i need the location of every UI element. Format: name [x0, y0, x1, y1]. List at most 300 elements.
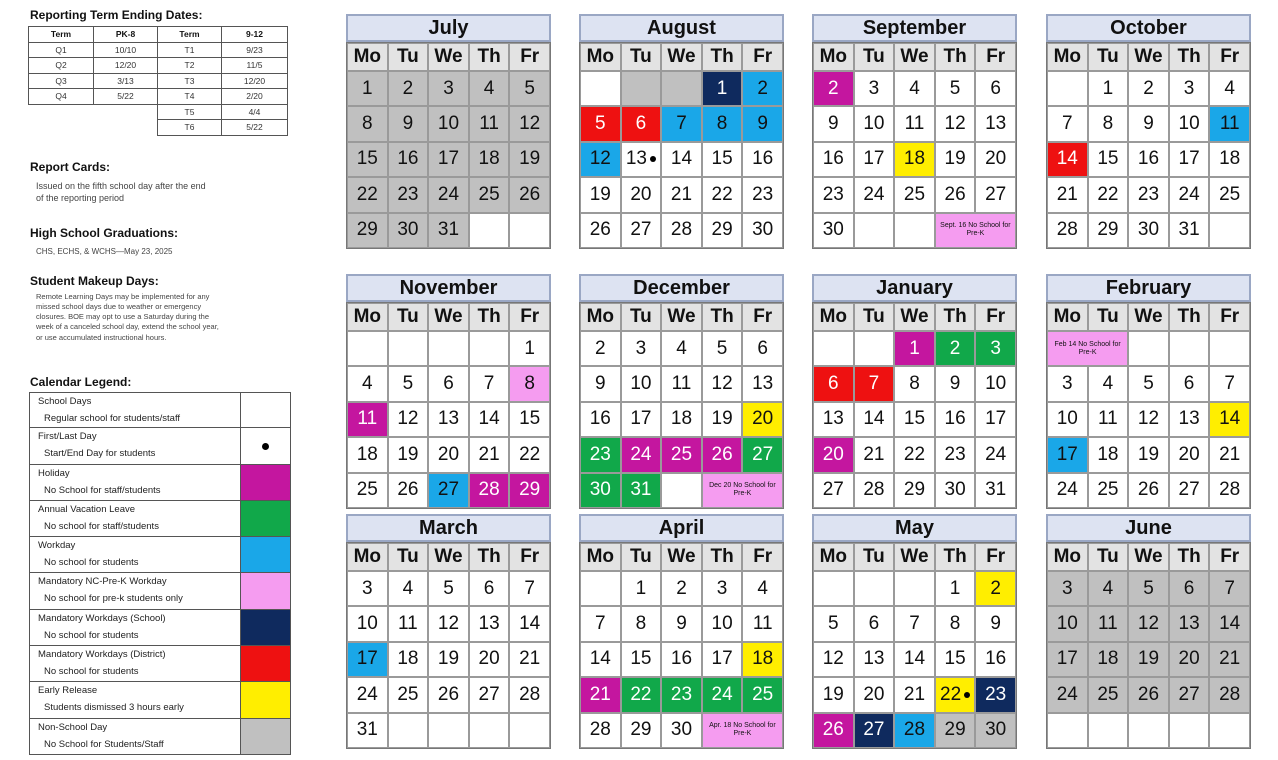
- day-cell: [1128, 366, 1169, 401]
- day-cell: [813, 366, 854, 401]
- month-august: [579, 14, 784, 249]
- legend-swatch: [240, 393, 290, 427]
- day-number: 14: [589, 648, 611, 670]
- day-cell: [975, 473, 1016, 508]
- day-cell: [661, 571, 702, 606]
- empty-day-cell: [509, 713, 550, 748]
- day-number: 7: [1062, 113, 1073, 135]
- legend-swatch: [240, 537, 290, 572]
- day-cell: [1169, 437, 1210, 472]
- legend-label: Annual Vacation Leave: [38, 503, 136, 515]
- day-cell: [1047, 213, 1088, 248]
- empty-day-cell: [580, 571, 621, 606]
- legend-label: First/Last Day: [38, 431, 97, 443]
- day-cell: [347, 642, 388, 677]
- day-number: 13: [752, 373, 774, 395]
- month-february: [1046, 274, 1251, 509]
- day-number: 5: [524, 77, 535, 99]
- day-cell: [894, 366, 935, 401]
- day-cell: [1128, 642, 1169, 677]
- weekday-header: Tu: [854, 43, 895, 71]
- day-number: 18: [397, 648, 419, 670]
- day-cell: [580, 642, 621, 677]
- day-cell: [661, 677, 702, 712]
- day-number: 17: [1056, 443, 1078, 465]
- day-cell: [1047, 437, 1088, 472]
- day-cell: [1047, 571, 1088, 606]
- day-cell: [347, 713, 388, 748]
- table-cell: 12/20: [94, 58, 158, 74]
- day-number: 8: [635, 613, 647, 635]
- month-grid: [579, 42, 784, 249]
- day-number: 24: [1178, 183, 1200, 205]
- day-number: 10: [1056, 613, 1078, 635]
- weekday-header: Fr: [742, 43, 783, 71]
- weekday-header: Th: [1169, 543, 1210, 571]
- day-number: 18: [1219, 148, 1241, 170]
- day-cell: [1209, 402, 1250, 437]
- day-cell: [1169, 177, 1210, 212]
- weekday-header: Fr: [509, 303, 550, 331]
- day-cell: [975, 366, 1016, 401]
- day-cell: [661, 331, 702, 366]
- day-cell: [1209, 473, 1250, 508]
- day-cell: [742, 571, 783, 606]
- day-number: 7: [1224, 577, 1235, 599]
- day-number: 20: [752, 408, 774, 430]
- day-number: 5: [402, 373, 414, 395]
- day-cell: [388, 142, 429, 177]
- day-number: 19: [397, 443, 419, 465]
- day-cell: [1169, 366, 1210, 401]
- day-number: 28: [1056, 219, 1078, 241]
- weekday-header: We: [1128, 543, 1169, 571]
- day-number: 19: [944, 148, 966, 170]
- empty-day-cell: [388, 713, 429, 748]
- empty-day-cell: [1169, 331, 1210, 366]
- day-number: 1: [909, 337, 920, 359]
- month-november: [346, 274, 551, 509]
- legend-item: [29, 428, 291, 464]
- day-cell: [469, 402, 510, 437]
- day-cell: [388, 642, 429, 677]
- month-title: July: [346, 14, 551, 42]
- day-number: 12: [711, 373, 733, 395]
- day-number: 14: [519, 613, 541, 635]
- month-title: October: [1046, 14, 1251, 42]
- first-last-day-dot-icon: [650, 156, 656, 162]
- table-cell: 9/23: [222, 42, 288, 58]
- day-cell: [1088, 642, 1129, 677]
- day-cell: [702, 366, 743, 401]
- day-cell: [347, 142, 388, 177]
- text-line: closures. BOE may opt to use a Saturday during the: [36, 312, 210, 322]
- day-number: 18: [752, 648, 774, 670]
- day-number: 5: [443, 577, 454, 599]
- day-cell: [509, 331, 550, 366]
- day-number: 18: [1097, 443, 1119, 465]
- day-number: 19: [519, 148, 541, 170]
- weekday-header: Mo: [813, 543, 854, 571]
- day-number: 23: [752, 183, 774, 205]
- day-number: 23: [822, 183, 844, 205]
- day-number: 7: [1224, 373, 1235, 395]
- day-cell: [813, 106, 854, 141]
- day-cell: [742, 331, 783, 366]
- day-cell: [347, 473, 388, 508]
- weekday-header: We: [894, 303, 935, 331]
- day-number: 17: [985, 408, 1007, 430]
- day-cell: [1128, 142, 1169, 177]
- table-cell: 10/10: [94, 42, 158, 58]
- legend-item: [29, 537, 291, 573]
- weekday-header: Fr: [1209, 303, 1250, 331]
- day-number: 17: [356, 648, 378, 670]
- day-cell: [975, 677, 1016, 712]
- day-cell: [1209, 606, 1250, 641]
- day-number: 13: [1178, 613, 1200, 635]
- day-cell: [509, 473, 550, 508]
- day-number: 19: [589, 183, 611, 205]
- day-number: 9: [990, 613, 1001, 635]
- day-cell: [894, 642, 935, 677]
- day-cell: [621, 571, 662, 606]
- day-number: 2: [595, 337, 606, 359]
- day-cell: [428, 642, 469, 677]
- day-cell: [854, 642, 895, 677]
- weekday-header: We: [428, 303, 469, 331]
- weekday-header: We: [428, 543, 469, 571]
- day-number: 9: [828, 113, 839, 135]
- day-number: 30: [397, 219, 419, 241]
- day-cell: [813, 606, 854, 641]
- day-number: 21: [903, 683, 926, 705]
- day-cell: [935, 437, 976, 472]
- month-march: [346, 514, 551, 749]
- legend-swatch: [240, 682, 290, 717]
- day-number: 9: [595, 373, 606, 395]
- month-title: February: [1046, 274, 1251, 302]
- day-number: 4: [676, 337, 687, 359]
- day-number: 3: [868, 77, 880, 99]
- day-cell: [894, 142, 935, 177]
- day-number: 6: [443, 373, 454, 395]
- day-number: 1: [635, 577, 647, 599]
- day-number: 17: [630, 408, 652, 430]
- day-cell: [935, 677, 976, 712]
- day-cell: [1047, 366, 1088, 401]
- day-number: 3: [716, 577, 728, 599]
- day-number: 4: [909, 77, 920, 99]
- day-number: 10: [863, 113, 885, 135]
- day-cell: [1047, 606, 1088, 641]
- legend-label: Mandatory Workdays (District): [38, 649, 166, 661]
- day-number: 6: [1183, 373, 1195, 395]
- month-may: [812, 514, 1017, 749]
- text-line: of the reporting period: [36, 193, 125, 204]
- legend-swatch: [240, 465, 290, 500]
- graduations-title: High School Graduations:: [30, 226, 179, 240]
- day-cell: [894, 677, 935, 712]
- day-number: 22: [1097, 183, 1119, 205]
- day-cell: [813, 677, 854, 712]
- day-number: 20: [1178, 648, 1200, 670]
- legend-label: Non-School Day: [38, 721, 108, 733]
- day-cell: [1088, 71, 1129, 106]
- weekday-header: Mo: [1047, 43, 1088, 71]
- weekday-header: We: [894, 543, 935, 571]
- legend-label: Holiday: [38, 467, 70, 479]
- day-cell: [388, 213, 429, 248]
- day-cell: [702, 571, 743, 606]
- day-number: 15: [630, 648, 652, 670]
- day-cell: [1088, 142, 1129, 177]
- day-number: 8: [362, 113, 373, 135]
- reporting-title: Reporting Term Ending Dates:: [30, 8, 203, 22]
- day-number: 30: [944, 479, 966, 501]
- weekday-header: We: [1128, 303, 1169, 331]
- day-number: 30: [822, 219, 844, 241]
- day-number: 11: [752, 613, 773, 635]
- day-number: 10: [437, 113, 460, 135]
- day-number: 1: [716, 77, 728, 99]
- legend-description: Start/End Day for students: [44, 448, 156, 460]
- day-number: 3: [635, 337, 647, 359]
- day-cell: [1128, 571, 1169, 606]
- day-number: 23: [944, 443, 966, 465]
- empty-day-cell: [1209, 213, 1250, 248]
- day-cell: [742, 177, 783, 212]
- day-number: 16: [822, 148, 844, 170]
- empty-day-cell: [428, 331, 469, 366]
- day-number: 13: [822, 408, 844, 430]
- table-cell: 3/13: [94, 73, 158, 89]
- day-number: 24: [356, 683, 378, 705]
- month-grid: [579, 302, 784, 509]
- day-cell: [388, 402, 429, 437]
- report-cards-text: [36, 180, 206, 204]
- day-number: 7: [483, 373, 495, 395]
- day-cell: [975, 402, 1016, 437]
- day-cell: [661, 142, 702, 177]
- weekday-header: Fr: [1209, 43, 1250, 71]
- day-number: 18: [903, 148, 926, 170]
- day-cell: [813, 177, 854, 212]
- day-number: 16: [985, 648, 1007, 670]
- legend-description: No School for Students/Staff: [44, 738, 164, 750]
- legend-item: [29, 719, 291, 755]
- day-cell: [1209, 437, 1250, 472]
- legend-label: Mandatory NC-Pre-K Workday: [38, 576, 167, 588]
- day-cell: [1088, 473, 1129, 508]
- day-cell: [854, 437, 895, 472]
- day-number: 15: [356, 148, 378, 170]
- day-number: 6: [635, 113, 647, 135]
- day-number: 6: [483, 577, 495, 599]
- month-grid: [346, 542, 551, 749]
- day-cell: [1047, 106, 1088, 141]
- day-number: 19: [711, 408, 733, 430]
- day-cell: [580, 402, 621, 437]
- day-cell: [894, 71, 935, 106]
- legend-item: [29, 573, 291, 609]
- day-number: 23: [985, 683, 1007, 705]
- day-number: 19: [1137, 443, 1160, 465]
- month-grid: [1046, 542, 1251, 749]
- day-cell: [1047, 642, 1088, 677]
- day-cell: [1088, 571, 1129, 606]
- day-cell: [702, 142, 743, 177]
- day-cell: [509, 366, 550, 401]
- day-cell: [347, 402, 388, 437]
- day-number: 12: [1137, 613, 1160, 635]
- day-number: 17: [1178, 148, 1200, 170]
- day-number: 6: [868, 613, 880, 635]
- month-title: January: [812, 274, 1017, 302]
- weekday-header: Mo: [1047, 543, 1088, 571]
- day-number: 28: [903, 719, 926, 741]
- day-cell: [894, 402, 935, 437]
- day-cell: [854, 177, 895, 212]
- month-october: [1046, 14, 1251, 249]
- day-number: 5: [828, 613, 839, 635]
- weekday-header: Th: [935, 303, 976, 331]
- day-number: 16: [397, 148, 419, 170]
- day-number: 24: [1056, 479, 1078, 501]
- day-number: 27: [752, 443, 774, 465]
- weekday-header: We: [428, 43, 469, 71]
- legend-description: No school for staff/students: [44, 520, 159, 532]
- day-cell: [428, 213, 469, 248]
- day-cell: [347, 677, 388, 712]
- day-number: 6: [990, 77, 1001, 99]
- day-number: 21: [519, 648, 541, 670]
- empty-day-cell: [621, 71, 662, 106]
- day-cell: [388, 177, 429, 212]
- day-number: 21: [1056, 183, 1078, 205]
- month-july: [346, 14, 551, 249]
- day-number: 2: [676, 577, 687, 599]
- day-number: 21: [1219, 443, 1241, 465]
- day-number: 8: [909, 373, 920, 395]
- day-cell: [388, 473, 429, 508]
- month-grid: [346, 42, 551, 249]
- legend-swatch: [240, 610, 290, 645]
- empty-day-cell: [388, 331, 429, 366]
- day-cell: [661, 437, 702, 472]
- day-number: 28: [863, 479, 885, 501]
- calendar-legend: [29, 392, 291, 755]
- day-cell: [509, 71, 550, 106]
- day-note: Sept. 16 No School for Pre-K: [935, 213, 1016, 248]
- day-number: 3: [1062, 373, 1073, 395]
- makeup-title: Student Makeup Days:: [30, 274, 159, 288]
- day-number: 7: [909, 613, 920, 635]
- day-cell: [975, 437, 1016, 472]
- day-cell: [1128, 437, 1169, 472]
- day-cell: [813, 142, 854, 177]
- day-number: 10: [630, 373, 652, 395]
- day-number: 11: [1219, 113, 1240, 135]
- graduations-text: CHS, ECHS, & WCHS—May 23, 2025: [36, 247, 173, 256]
- day-cell: [1169, 677, 1210, 712]
- day-cell: [1128, 402, 1169, 437]
- day-number: 9: [402, 113, 414, 135]
- table-row: [29, 58, 288, 74]
- day-number: 19: [1137, 648, 1160, 670]
- day-number: 9: [676, 613, 687, 635]
- day-number: 29: [711, 219, 733, 241]
- day-number: 15: [944, 648, 966, 670]
- day-number: 10: [985, 373, 1007, 395]
- day-number: 4: [1102, 577, 1114, 599]
- day-cell: [1209, 571, 1250, 606]
- table-row: [29, 120, 288, 136]
- legend-label: School Days: [38, 396, 92, 407]
- day-number: 8: [716, 113, 728, 135]
- day-cell: [469, 571, 510, 606]
- day-cell: [661, 366, 702, 401]
- day-number: 13: [985, 113, 1007, 135]
- day-cell: [742, 677, 783, 712]
- day-number: 12: [519, 113, 541, 135]
- day-number: 26: [822, 719, 844, 741]
- day-number: 28: [670, 219, 693, 241]
- day-cell: [428, 142, 469, 177]
- day-number: 7: [595, 613, 606, 635]
- empty-day-cell: [469, 331, 510, 366]
- legend-description: No school for students: [44, 666, 139, 678]
- table-header: Term: [29, 27, 94, 43]
- day-number: 7: [868, 373, 880, 395]
- day-cell: [1047, 473, 1088, 508]
- empty-day-cell: [813, 571, 854, 606]
- day-cell: [661, 713, 702, 748]
- day-number: 27: [985, 183, 1007, 205]
- day-number: 15: [1097, 148, 1119, 170]
- day-cell: [621, 366, 662, 401]
- day-number: 25: [752, 683, 774, 705]
- day-cell: [1209, 677, 1250, 712]
- day-number: 3: [1183, 77, 1195, 99]
- day-cell: [509, 437, 550, 472]
- day-number: 22: [903, 443, 926, 465]
- day-cell: [580, 473, 621, 508]
- empty-day-cell: [1209, 713, 1250, 748]
- day-cell: [580, 106, 621, 141]
- day-number: 21: [478, 443, 500, 465]
- day-cell: [813, 473, 854, 508]
- day-cell: [1169, 106, 1210, 141]
- first-last-day-dot-icon: [262, 443, 269, 450]
- weekday-header: Tu: [854, 543, 895, 571]
- day-number: 1: [362, 77, 373, 99]
- day-cell: [813, 402, 854, 437]
- day-number: 16: [589, 408, 611, 430]
- day-cell: [388, 71, 429, 106]
- day-number: 22: [940, 683, 962, 705]
- day-number: 13: [437, 408, 460, 430]
- day-number: 12: [397, 408, 419, 430]
- empty-day-cell: [1047, 713, 1088, 748]
- day-cell: [935, 331, 976, 366]
- day-cell: [580, 142, 621, 177]
- legend-item: [29, 501, 291, 537]
- day-cell: [469, 366, 510, 401]
- month-title: June: [1046, 514, 1251, 542]
- day-cell: [621, 606, 662, 641]
- day-number: 18: [1097, 648, 1119, 670]
